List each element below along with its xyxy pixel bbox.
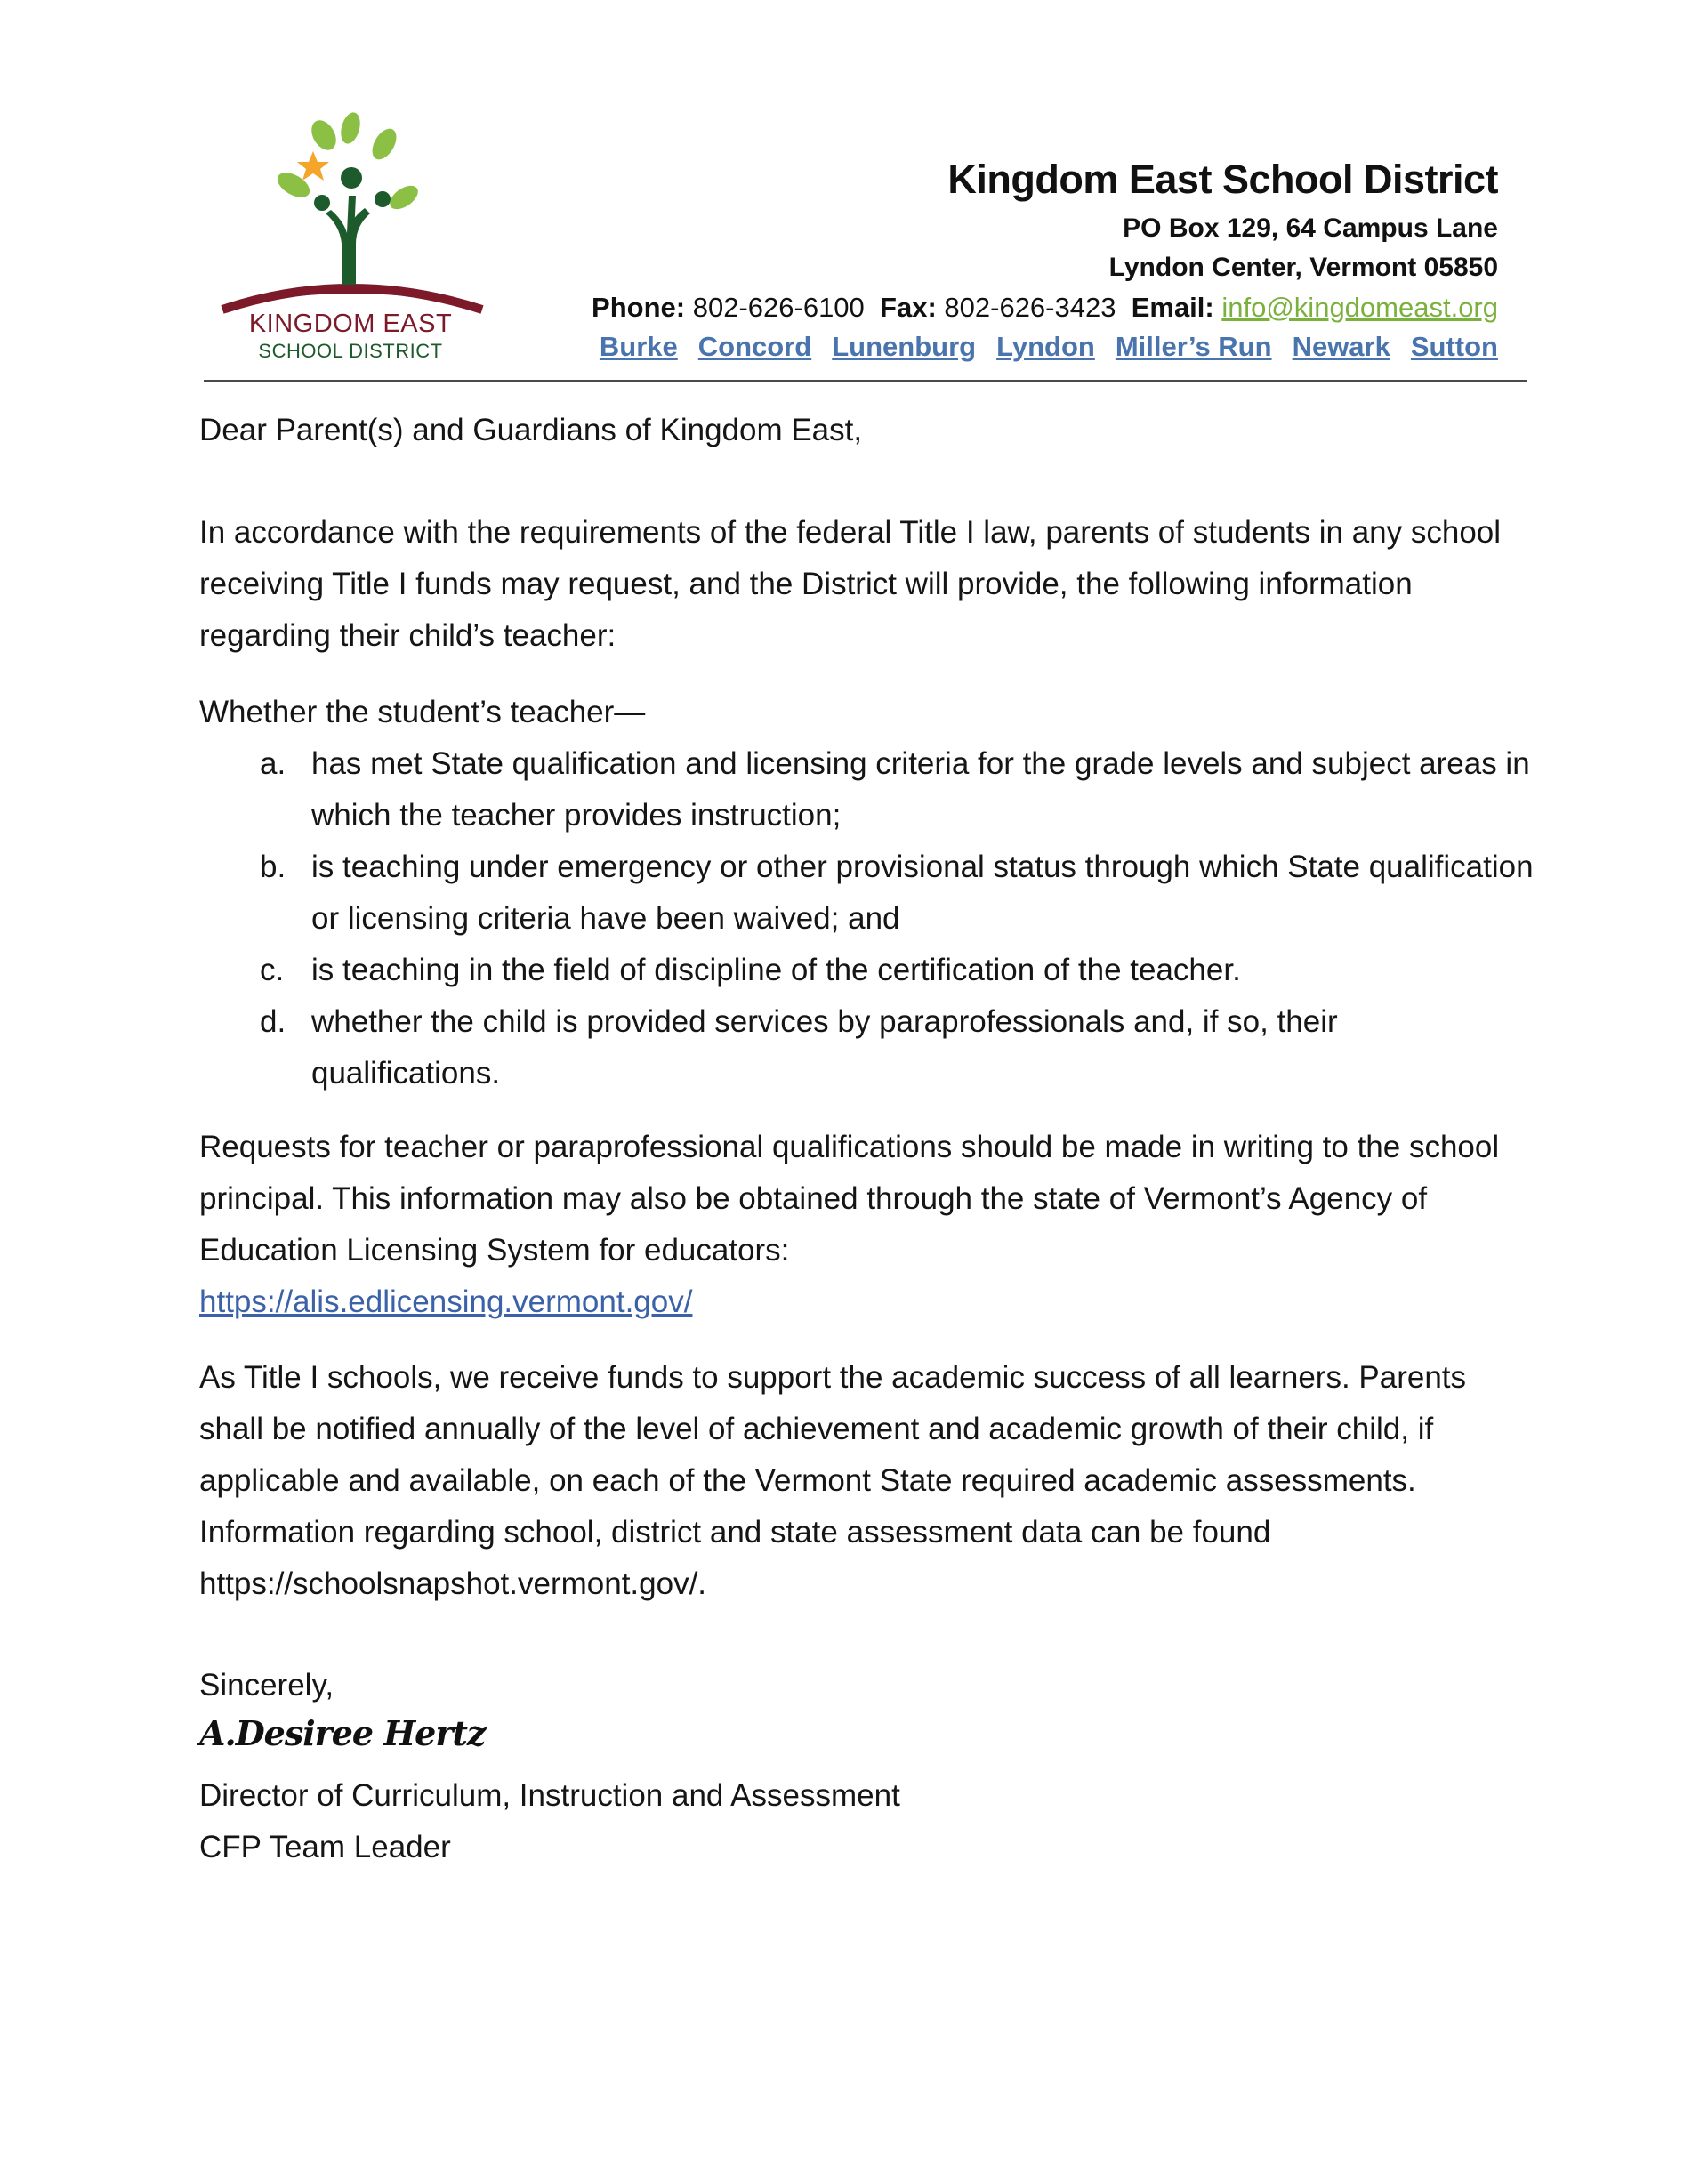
signer-role: CFP Team Leader xyxy=(199,1830,451,1864)
list-marker: a. xyxy=(260,746,286,781)
list-item xyxy=(199,738,1534,841)
list-marker: c. xyxy=(260,953,285,987)
list-item xyxy=(199,841,1534,945)
school-links xyxy=(600,331,1498,363)
signature: A.Desiree Hertz xyxy=(199,1713,486,1753)
logo-text-line1: KINGDOM EAST xyxy=(248,310,453,338)
logo-text-line2: SCHOOL DISTRICT xyxy=(258,340,443,362)
school-link-burke[interactable]: Burke xyxy=(599,331,678,362)
header-divider xyxy=(204,380,1527,382)
greeting: Dear Parent(s) and Guardians of Kingdom East, xyxy=(199,413,863,447)
paragraph-title-i: In accordance with the requirements of the federal Title I law, parents of students in any school receiving Title I funds may request, and the District will provide, the following information regarding their child’s teacher: xyxy=(199,515,1502,653)
school-link-millers-run[interactable]: Miller’s Run xyxy=(1115,331,1272,362)
address-line-1: PO Box 129, 64 Campus Lane xyxy=(1123,213,1498,243)
fax-number: 802-626-3423 xyxy=(944,292,1116,323)
school-link-concord[interactable]: Concord xyxy=(697,331,812,362)
alis-link[interactable]: https://alis.edlicensing.vermont.gov/ xyxy=(199,1284,693,1319)
email-link[interactable]: info@kingdomeast.org xyxy=(1221,292,1498,323)
list-item-text: has met State qualification and licensing criteria for the grade levels and subject areas in which the teacher provides instruction; xyxy=(311,746,1530,833)
school-link-sutton[interactable]: Sutton xyxy=(1410,331,1498,362)
contact-line xyxy=(592,292,1498,324)
list-item-text: is teaching in the field of discipline of the certification of the teacher. xyxy=(311,953,1241,987)
school-link-lyndon[interactable]: Lyndon xyxy=(996,331,1095,362)
paragraph-assessments: As Title I schools, we receive funds to support the academic success of all learners. Parents shall be notified annually of the level of achievement and academic growth of their child, if applicable and available, on each of the Vermont State required academic assessments. Information regarding school, district and state assessment data can be found https://schoolsnapshot.vermont.gov/. xyxy=(199,1360,1467,1601)
list-item-text: is teaching under emergency or other provisional status through which State qualification or licensing criteria have been waived; and xyxy=(311,849,1534,936)
school-link-lunenburg[interactable]: Lunenburg xyxy=(832,331,977,362)
list-marker: d. xyxy=(260,1004,286,1039)
list-item xyxy=(199,996,1534,1099)
closing: Sincerely, xyxy=(199,1668,334,1703)
district-logo xyxy=(217,110,484,368)
teacher-info-list xyxy=(199,738,1534,1099)
signer-title: Director of Curriculum, Instruction and Assessment xyxy=(199,1778,900,1813)
fax-label: Fax: xyxy=(880,292,937,323)
list-item xyxy=(199,945,1534,996)
district-title: Kingdom East School District xyxy=(947,157,1498,202)
list-lead: Whether the student’s teacher— xyxy=(199,695,646,729)
list-marker: b. xyxy=(260,849,286,884)
phone-label: Phone: xyxy=(592,292,686,323)
school-link-newark[interactable]: Newark xyxy=(1292,331,1390,362)
address-line-2: Lyndon Center, Vermont 05850 xyxy=(1108,253,1498,282)
phone-number: 802-626-6100 xyxy=(692,292,865,323)
paragraph-requests-text: Requests for teacher or paraprofessional qualifications should be made in writing to the school principal. This information may also be obtained through the state of Vermont’s Agency of Education Licensing System for educators: xyxy=(199,1130,1500,1268)
tree-icon xyxy=(217,110,484,315)
email-label: Email: xyxy=(1131,292,1214,323)
paragraph-requests xyxy=(199,1122,1534,1328)
list-item-text: whether the child is provided services by paraprofessionals and, if so, their qualifications. xyxy=(311,1004,1338,1091)
